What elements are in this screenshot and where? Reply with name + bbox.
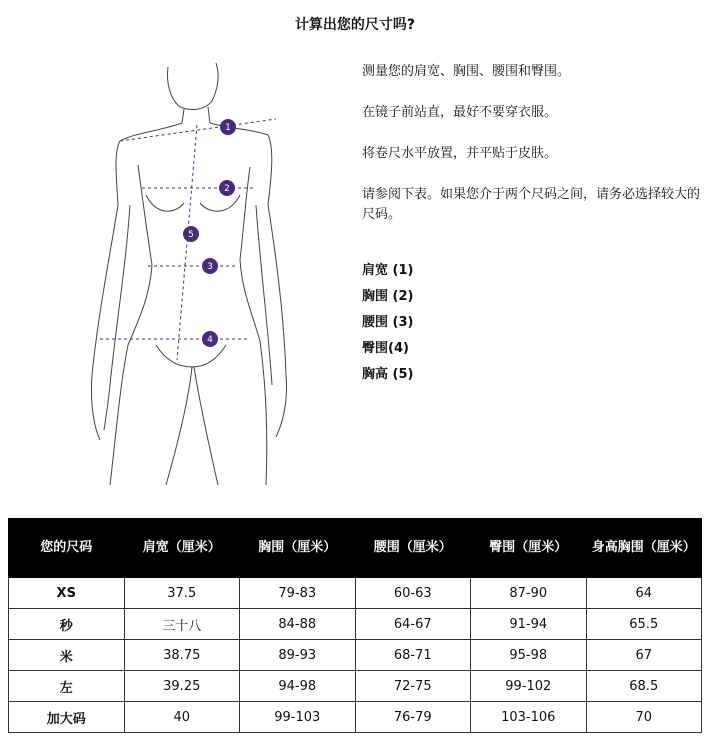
marker-4: 4	[207, 335, 213, 345]
measurement-legend	[362, 260, 413, 390]
table-cell: 79-83	[240, 578, 356, 609]
table-cell: 95-98	[471, 640, 587, 671]
table-header-row	[9, 519, 702, 578]
table-cell: 94-98	[240, 671, 356, 702]
page-title: 计算出您的尺寸吗?	[294, 17, 416, 33]
marker-1: 1	[225, 123, 231, 133]
instruction-1: 测量您的肩宽、胸围、腰围和臀围。	[362, 64, 571, 79]
legend-item: 臀围(4)	[362, 341, 409, 356]
table-cell: XS	[9, 578, 125, 609]
table-cell: 67	[586, 640, 702, 671]
table-cell: 87-90	[471, 578, 587, 609]
table-header: 胸围（厘米）	[240, 519, 356, 578]
legend-item: 腰围 (3)	[362, 315, 414, 330]
table-cell: 秒	[9, 609, 125, 640]
table-header: 肩宽（厘米）	[124, 519, 240, 578]
table-cell: 99-102	[471, 671, 587, 702]
body-measurement-figure	[80, 55, 300, 490]
table-cell: 91-94	[471, 609, 587, 640]
table-cell: 68-71	[355, 640, 471, 671]
table-cell: 64-67	[355, 609, 471, 640]
table-header: 身高胸围（厘米）	[586, 519, 702, 578]
table-cell: 70	[586, 702, 702, 733]
table-header: 腰围（厘米）	[355, 519, 471, 578]
legend-item: 胸围 (2)	[362, 289, 414, 304]
instruction-2: 在镜子前站直，最好不要穿衣服。	[362, 105, 558, 120]
table-cell: 38.75	[124, 640, 240, 671]
marker-5: 5	[188, 230, 194, 240]
table-row	[9, 671, 702, 702]
marker-3: 3	[207, 262, 213, 272]
table-cell: 加大码	[9, 702, 125, 733]
legend-item: 胸高 (5)	[362, 367, 414, 382]
table-cell: 60-63	[355, 578, 471, 609]
table-row	[9, 640, 702, 671]
table-cell: 84-88	[240, 609, 356, 640]
table-cell: 103-106	[471, 702, 587, 733]
table-cell: 37.5	[124, 578, 240, 609]
table-cell: 米	[9, 640, 125, 671]
instruction-4: 请参阅下表。如果您介于两个尺码之间，请务必选择较大的尺码。	[362, 187, 701, 222]
size-chart-table	[8, 518, 702, 733]
marker-2: 2	[224, 184, 230, 194]
instructions	[362, 62, 702, 225]
instruction-3: 将卷尺水平放置，并平贴于皮肤。	[362, 146, 558, 161]
table-cell: 68.5	[586, 671, 702, 702]
table-cell: 76-79	[355, 702, 471, 733]
table-row	[9, 702, 702, 733]
table-cell: 40	[124, 702, 240, 733]
table-row	[9, 609, 702, 640]
legend-item: 肩宽 (1)	[362, 263, 414, 278]
table-cell: 99-103	[240, 702, 356, 733]
table-cell: 三十八	[124, 609, 240, 640]
table-header: 臀围（厘米）	[471, 519, 587, 578]
table-cell: 72-75	[355, 671, 471, 702]
table-cell: 89-93	[240, 640, 356, 671]
table-cell: 39.25	[124, 671, 240, 702]
table-header: 您的尺码	[9, 519, 125, 578]
table-row	[9, 578, 702, 609]
table-cell: 64	[586, 578, 702, 609]
table-cell: 65.5	[586, 609, 702, 640]
table-cell: 左	[9, 671, 125, 702]
